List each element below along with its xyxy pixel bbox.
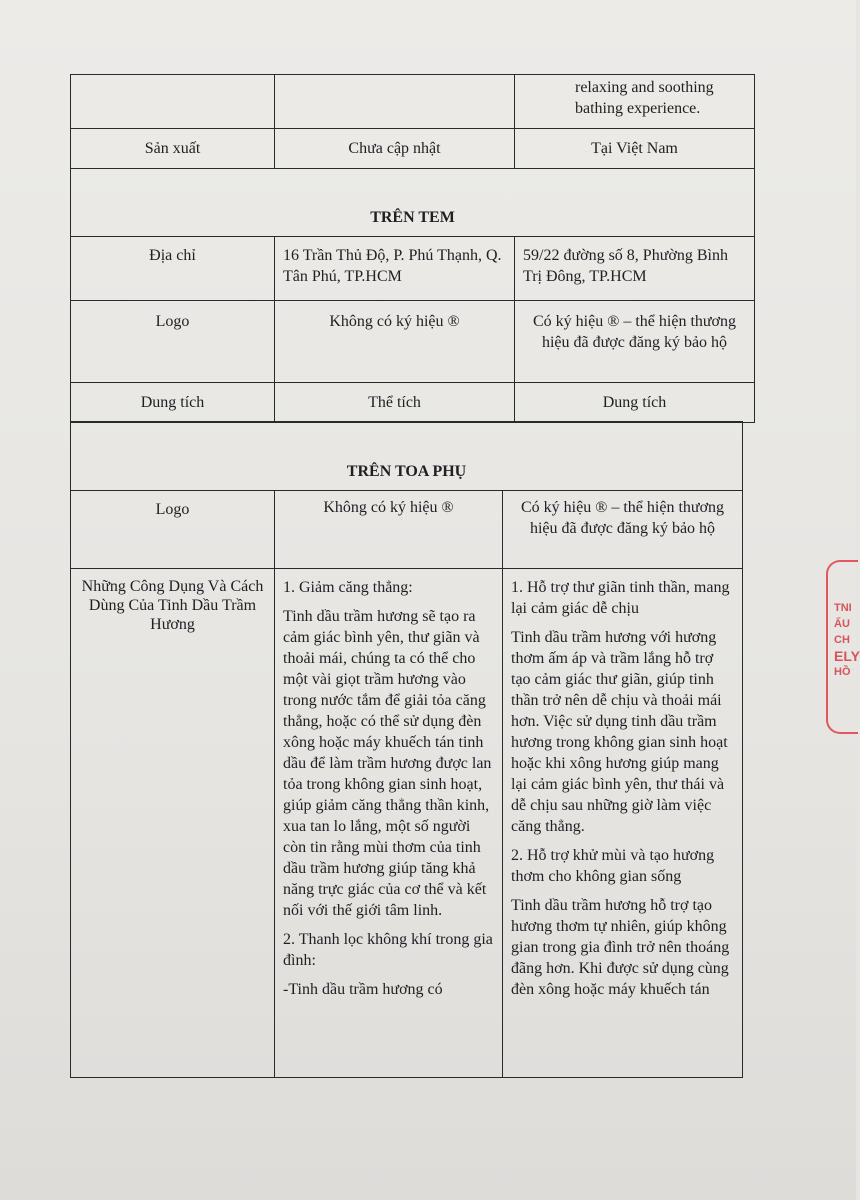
table-row — [71, 569, 743, 1078]
paragraph: 2. Hỗ trợ khử mùi và tạo hương thơm cho không gian sống — [511, 847, 715, 885]
table-row — [71, 237, 755, 301]
paragraph: 1. Hỗ trợ thư giãn tinh thần, mang lại cảm giác dễ chịu — [511, 579, 730, 617]
col2-cell — [275, 569, 503, 1078]
section-title-tem: TRÊN TEM — [71, 169, 755, 237]
stamp-line: CH — [834, 634, 850, 646]
col3-cell: 59/22 đường số 8, Phường Bình Trị Đông, TP.HCM — [515, 237, 755, 301]
row-label-cell: Sản xuất — [71, 129, 275, 169]
section-title-toa-phu: TRÊN TOA PHỤ — [71, 422, 743, 491]
row-label-cell: Dung tích — [71, 383, 275, 423]
row-label-cell: Những Công Dụng Và Cách Dùng Của Tinh Dầu Trầm Hương — [71, 569, 275, 1078]
section-header-row — [71, 422, 743, 491]
paragraph: 2. Thanh lọc không khí trong gia đình: — [283, 931, 493, 969]
table-row — [71, 75, 755, 129]
col2-cell: Không có ký hiệu ® — [275, 301, 515, 383]
table-row — [71, 301, 755, 383]
paragraph: Tinh dầu trầm hương sẽ tạo ra cảm giác bình yên, thư giãn và thoải mái, chúng ta có thể cho một vài giọt trầm hương vào trong nước tắm để giải tỏa căng thẳng, hoặc có thể sử dụng đèn xông hoặc máy khuếch tán tinh dầu để làm trầm hương được lan tỏa trong không gian sinh hoạt, giúp giảm căng thẳng thần kinh, xua tan lo lắng, một số người còn tin rằng mùi thơm của tinh dầu trầm hương giúp tăng khả năng trực giác của cơ thể và kết nối với thế giới tâm linh. — [283, 608, 492, 919]
col2-cell: Không có ký hiệu ® — [275, 491, 503, 569]
col2-cell: Thể tích — [275, 383, 515, 423]
stamp-text — [834, 600, 860, 680]
comparison-table-top — [70, 74, 755, 423]
row-label-cell — [71, 75, 275, 129]
stamp-line: HỒ — [834, 666, 851, 678]
paragraph: Tinh dầu trầm hương hỗ trợ tạo hương thơm tự nhiên, giúp không gian trong gia đình trở nên thoáng đãng hơn. Khi được sử dụng cùng đèn xông hoặc máy khuếch tán — [511, 897, 730, 998]
table-row — [71, 129, 755, 169]
comparison-table-bottom — [70, 421, 743, 1078]
col3-cell: Tại Việt Nam — [515, 129, 755, 169]
col3-cell: relaxing and soothing bathing experience. — [515, 75, 755, 129]
paragraph: 1. Giảm căng thẳng: — [283, 579, 413, 596]
col3-cell: Dung tích — [515, 383, 755, 423]
paragraph: Tinh dầu trầm hương với hương thơm ấm áp và trầm lắng hỗ trợ tạo cảm giác thư giãn, giúp tinh thần trở nên dễ chịu và thoải mái hơn. Việc sử dụng tinh dầu trầm hương trong không gian sinh hoạt hoặc khi xông hương giúp mang lại cảm giác bình yên, thư thái và dễ chịu sau những giờ làm việc căng thẳng. — [511, 629, 728, 835]
row-label-cell: Địa chỉ — [71, 237, 275, 301]
col2-cell: 16 Trần Thủ Độ, P. Phú Thạnh, Q. Tân Phú, TP.HCM — [275, 237, 515, 301]
stamp-line: ELY — [834, 648, 860, 664]
paragraph: -Tinh dầu trầm hương có — [283, 981, 443, 998]
col3-cell: Có ký hiệu ® – thể hiện thương hiệu đã được đăng ký bảo hộ — [515, 301, 755, 383]
section-header-row — [71, 169, 755, 237]
table-row — [71, 383, 755, 423]
col2-cell — [275, 75, 515, 129]
stamp-line: ẤU — [834, 618, 850, 630]
stamp-line: TNI — [834, 602, 852, 614]
row-label-cell: Logo — [71, 301, 275, 383]
table-row — [71, 491, 743, 569]
row-label-cell: Logo — [71, 491, 275, 569]
col3-cell: Có ký hiệu ® – thể hiện thương hiệu đã được đăng ký bảo hộ — [503, 491, 743, 569]
col3-cell — [503, 569, 743, 1078]
col2-cell: Chưa cập nhật — [275, 129, 515, 169]
